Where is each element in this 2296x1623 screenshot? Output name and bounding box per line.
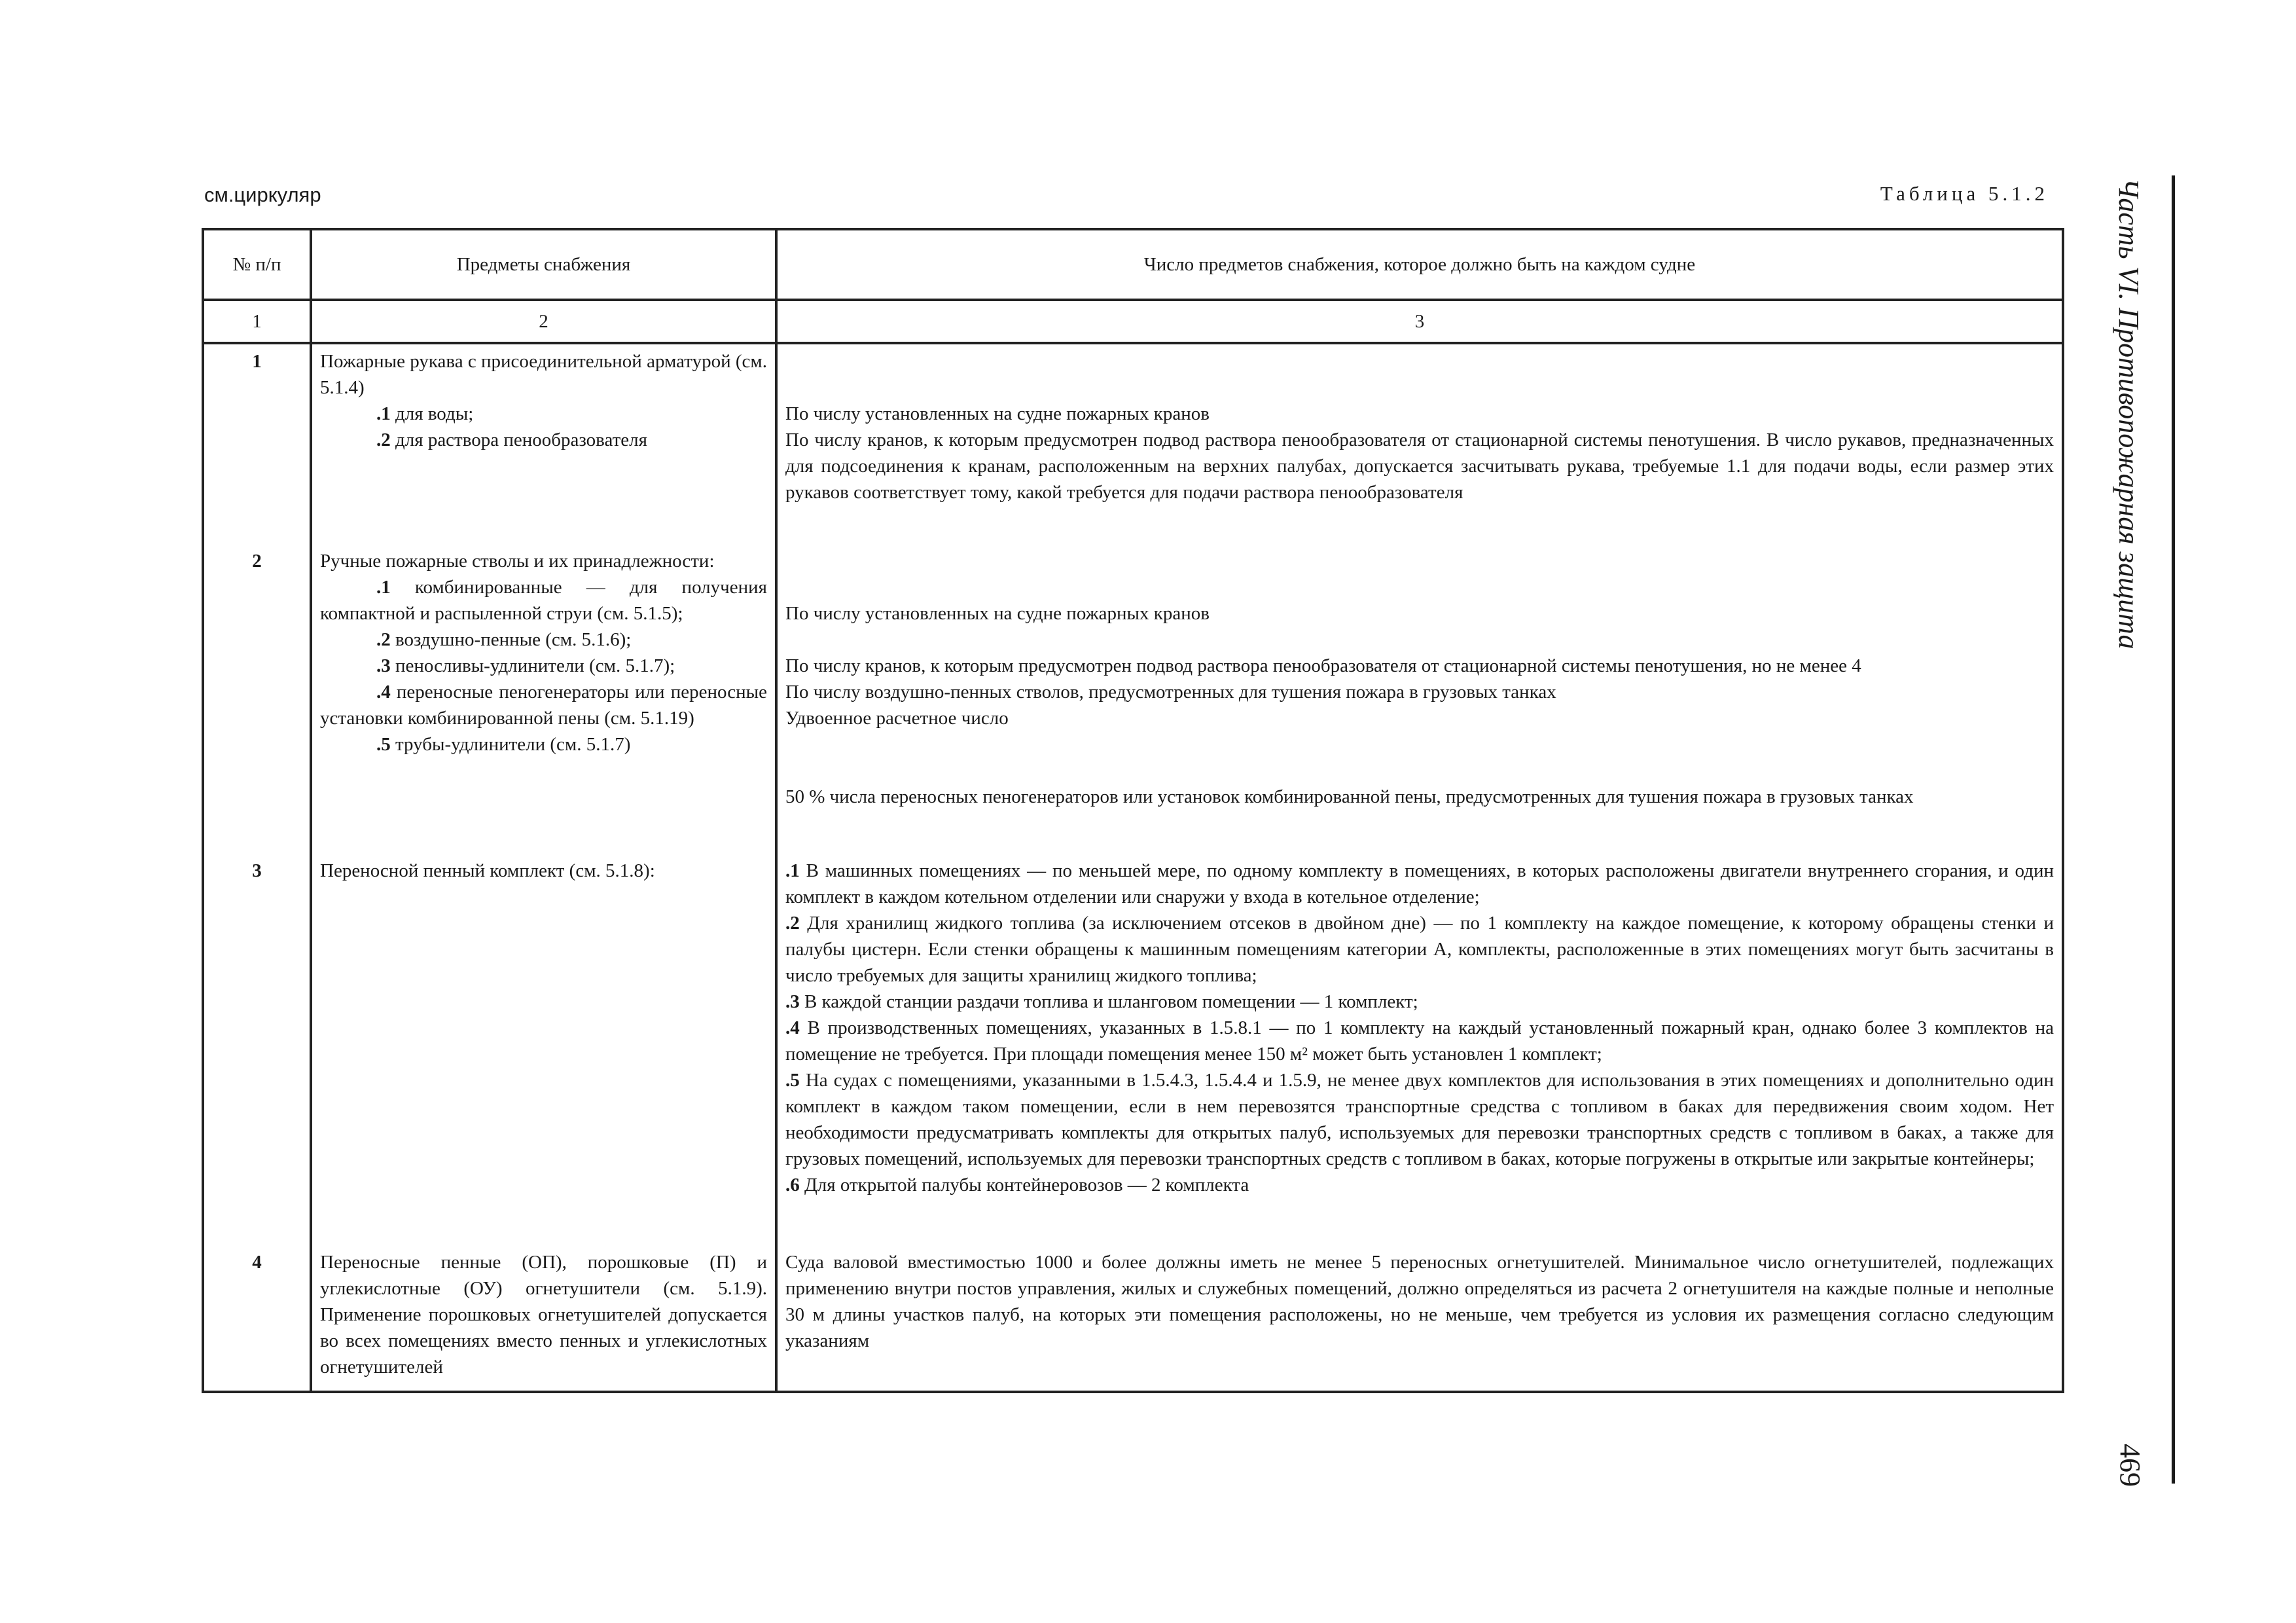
row-count-cell bbox=[776, 343, 2063, 544]
column-number: 3 bbox=[776, 300, 2063, 343]
row-number: 1 bbox=[203, 343, 311, 544]
row-title: Переносной пенный комплект (см. 5.1.8): bbox=[320, 860, 655, 882]
column-number: 1 bbox=[203, 300, 311, 343]
count-value: Удвоенное расчетное число bbox=[785, 708, 1009, 729]
count-value: По числу кранов, к которым предусмотрен подвод раствора пенообразователя от стационарной системы пенотушения, но не менее 4 bbox=[785, 655, 1861, 677]
sub-item: .1 комбинированные — для получения компактной и распыленной струи (см. 5.1.5); bbox=[320, 577, 767, 625]
count-value: .5 На судах с помещениями, указанными в 1.5.4.3, 1.5.4.4 и 1.5.9, не менее двух комплектов для использования в этих помещениях и дополнительно один комплект в каждом таком помещении, если в нем перевозятся транспортные средства с топливом в баках для передвижения своим ходом. Нет необходимости предусматривать комплекты для открытых палуб, используемых для перевозки транспортных средств с топливом в баках, а также для грузовых помещений, используемых для перевозки транспортных средств с топливом в баках, которые погружены в открытые или закрытые контейнеры; bbox=[785, 1070, 2054, 1170]
count-value: По числу воздушно-пенных стволов, предусмотренных для тушения пожара в грузовых танках bbox=[785, 682, 1556, 703]
row-count-cell bbox=[776, 854, 2063, 1245]
supply-table bbox=[202, 228, 2064, 1393]
header-num: № п/п bbox=[203, 229, 311, 300]
row-title: Переносные пенные (ОП), порошковые (П) и углекислотные (ОУ) огнетушители (см. 5.1.9). Применение порошковых огнетушителей допускается во всех помещениях вместо пенных и углекислотных огнетушителей bbox=[320, 1252, 767, 1378]
count-value: Суда валовой вместимостью 1000 и более должны иметь не менее 5 переносных огнетушителей. Минимальное число огнетушителей, подлежащих применению внутри постов управления, жилых и служебных помещений, должно определяться из расчета 2 огнетушителя на каждые полные и неполные 30 м длины участков палуб, на которых эти помещения расположены, но не меньше, чем требуется из условия их размещения согласно следующим указаниям bbox=[785, 1252, 2054, 1352]
count-value: 50 % числа переносных пеногенераторов или установок комбинированной пены, предусмотренных для тушения пожара в грузовых танках bbox=[785, 786, 1914, 808]
sub-item: .3 пеносливы-удлинители (см. 5.1.7); bbox=[376, 655, 675, 677]
table-caption: Таблица 5.1.2 bbox=[1880, 182, 2049, 205]
row-items-cell bbox=[311, 544, 776, 854]
count-value: .3 В каждой станции раздачи топлива и шлангов​ом помещении — 1 комплект; bbox=[785, 991, 1418, 1013]
table-header-row bbox=[203, 229, 2063, 300]
row-title: Пожарные рукава с присоединительной арматурой (см. 5.1.4) bbox=[320, 351, 767, 398]
row-number: 3 bbox=[203, 854, 311, 1245]
row-items-cell bbox=[311, 1245, 776, 1392]
count-value: По числу установленных на судне пожарных кранов bbox=[785, 403, 1210, 424]
circular-note: см.циркуляр bbox=[204, 183, 321, 206]
row-items-cell bbox=[311, 343, 776, 544]
sub-item: .4 переносные пеногенераторы или переносные установки комбинированной пены (см. 5.1.19) bbox=[320, 682, 767, 729]
table-row bbox=[203, 544, 2063, 854]
header-items: Предметы снабжения bbox=[311, 229, 776, 300]
count-value: По числу установленных на судне пожарных кранов bbox=[785, 603, 1210, 625]
sub-item: .2 для раствора пенообразователя bbox=[376, 429, 647, 450]
count-value: .4 В производственных помещениях, указанных в 1.5.8.1 — по 1 комплекту на каждый установленный пожарный кран, однако более 3 комплектов на помещение не требуется. При площади помещения менее 150 м² может быть установлен 1 комплект; bbox=[785, 1017, 2054, 1065]
part-title: Часть VI. Противопожарная защита bbox=[2113, 178, 2145, 649]
table-row bbox=[203, 1245, 2063, 1392]
row-title: Ручные пожарные стволы и их принадлежности: bbox=[320, 551, 715, 572]
count-value: По числу кранов, к которым предусмотрен подвод раствора пенообразователя от стационарной системы пенотушения. В число рукавов, предназначенных для подсоединения к кранам, расположенным на верхних палубах, допускается засчитывать рукава, требуемые 1.1 для подачи воды, если размер этих рукавов соответствует тому, какой требуется для подачи раствора пенообразователя bbox=[785, 429, 2054, 503]
count-value: .2 Для хранилищ жидкого топлива (за исключением отсеков в двойном дне) — по 1 комплекту на каждое помещение, к которому обращены стенки и палубы цистерн. Если стенки обращены к машинным помещениям категории А, комплекты, расположенные в этих помещениях могут быть засчитаны в число требуемых для защиты хранилищ жидкого топлива; bbox=[785, 913, 2054, 987]
count-value: .1 В машинных помещениях — по меньшей мере, по одному комплекту в помещениях, в которых расположены двигатели внутреннего сгорания, и один комплект в каждом котельном отделении или снаружи у входа в котельное отделение; bbox=[785, 860, 2054, 908]
table-row bbox=[203, 343, 2063, 544]
column-number-row bbox=[203, 300, 2063, 343]
row-count-cell bbox=[776, 544, 2063, 854]
row-count-cell bbox=[776, 1245, 2063, 1392]
row-number: 4 bbox=[203, 1245, 311, 1392]
page-number: 469 bbox=[2114, 1444, 2146, 1487]
sub-item: .5 трубы-удлинители (см. 5.1.7) bbox=[376, 734, 631, 756]
row-number: 2 bbox=[203, 544, 311, 854]
count-value: .6 Для открытой палубы контейнеровозов — 2 комплекта bbox=[785, 1175, 1249, 1196]
header-count: Число предметов снабжения, которое должно быть на каждом судне bbox=[776, 229, 2063, 300]
sub-item: .1 для воды; bbox=[376, 403, 474, 424]
column-number: 2 bbox=[311, 300, 776, 343]
table-row bbox=[203, 854, 2063, 1245]
sub-item: .2 воздушно-пенные (см. 5.1.6); bbox=[376, 629, 632, 651]
row-items-cell bbox=[311, 854, 776, 1245]
